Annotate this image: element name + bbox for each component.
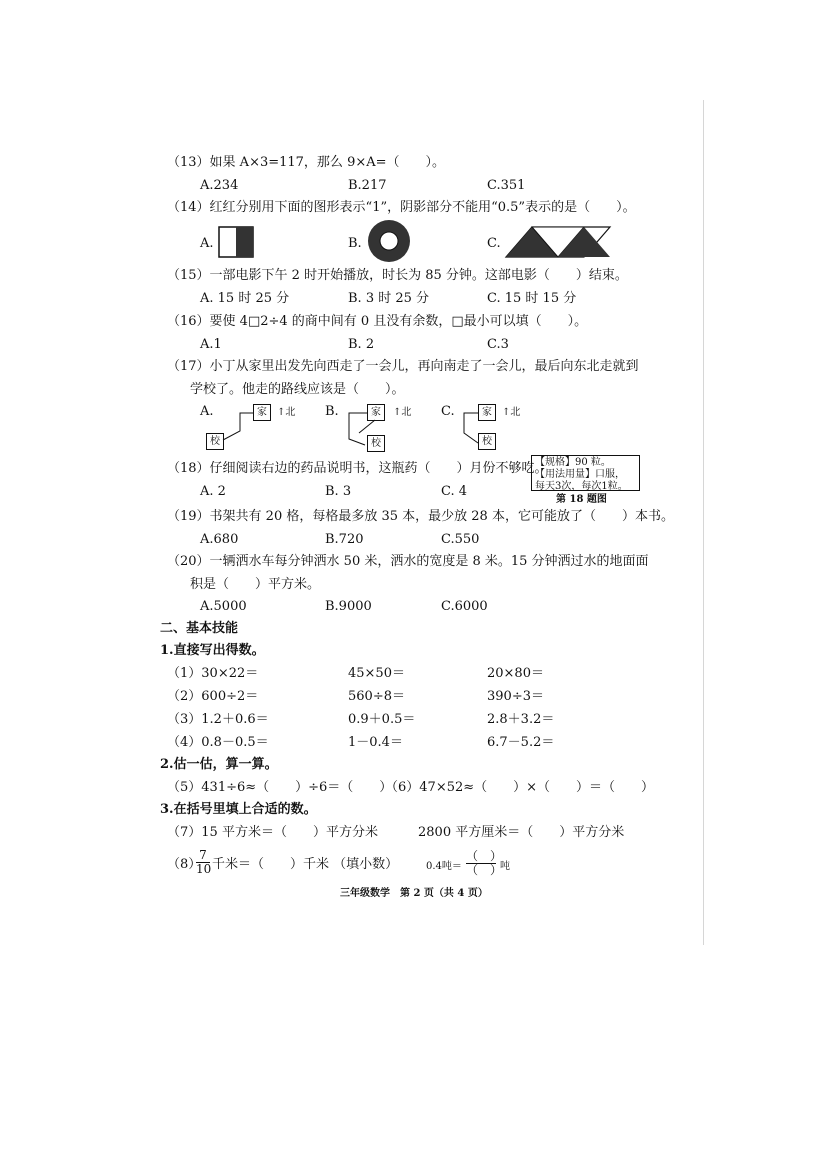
q18-figure-caption: 第 18 题图	[556, 494, 607, 505]
q19-option-a: A.680	[200, 532, 239, 547]
q18-option-c: C. 4	[441, 484, 468, 499]
part2-title: 2.估一估，算一算。	[160, 757, 278, 772]
route-c-diagram	[460, 403, 560, 453]
medicine-instruction-box	[531, 455, 640, 491]
route-b-home-box: 家	[367, 404, 385, 421]
calc-1-3: 20×80＝	[487, 666, 544, 681]
route-a-home-box: 家	[253, 404, 271, 421]
fraction-numerator: 7	[199, 848, 207, 862]
q15-option-b: B. 3 时 25 分	[348, 291, 430, 306]
q17-option-a: A.	[200, 404, 214, 419]
q19-stem: （19）书架共有 20 格，每格最多放 35 本，最少放 28 本，它可能放了（ ）本书。	[167, 509, 674, 524]
fill-q8-rest: 千米＝（ ）千米 （填小数）	[212, 857, 399, 872]
q17-option-c: C.	[441, 404, 455, 419]
q16-option-c: C.3	[487, 337, 509, 352]
q19-option-c: C.550	[441, 532, 480, 547]
q20-option-a: A.5000	[200, 599, 247, 614]
fill-q8b-prefix: 0.4吨＝	[426, 861, 462, 872]
calc-1-1: （1）30×22＝	[167, 666, 259, 681]
half-shaded-rectangle-figure	[218, 226, 254, 258]
section-2-heading: 二、基本技能	[160, 621, 239, 636]
medicine-spec: 【规格】90 粒。	[535, 457, 611, 468]
q18-option-b: B. 3	[325, 484, 352, 499]
q16-stem: （16）要使 4□2÷4 的商中间有 0 且没有余数，□最小可以填（ ）。	[167, 314, 588, 329]
q17-option-b: B.	[325, 404, 339, 419]
route-c-north-label: 北	[510, 407, 521, 418]
route-b-north-arrow: ↑北	[393, 407, 412, 418]
q14-option-b: B.	[348, 236, 362, 251]
fraction-blank-numerator: （ ）	[466, 849, 503, 863]
route-c-home-box: 家	[478, 404, 496, 421]
q18-stem: （18）仔细阅读右边的药品说明书，这瓶药（ ）月份不够吃。	[167, 461, 548, 476]
fill-q8b-unit: 吨	[500, 861, 510, 872]
q17-stem-line2: 学校了。他走的路线应该是（ ）。	[190, 382, 405, 397]
fill-q7b: 2800 平方厘米＝（ ）平方分米	[418, 825, 625, 840]
route-b-school-box: 校	[367, 435, 385, 452]
q18-option-a: A. 2	[200, 484, 226, 499]
ring-figure	[366, 218, 412, 264]
route-a-school-box: 校	[206, 433, 224, 450]
part1-title: 1.直接写出得数。	[160, 643, 265, 658]
q16-option-b: B. 2	[348, 337, 375, 352]
fraction-denominator: 10	[196, 862, 212, 876]
medicine-dosage: 每天3次，每次1粒。	[535, 481, 628, 492]
part3-title: 3.在括号里填上合适的数。	[160, 802, 317, 817]
medicine-usage: 【用法用量】口服，	[535, 469, 625, 480]
calc-3-3: 2.8＋3.2＝	[487, 712, 555, 727]
calc-2-2: 560÷8＝	[348, 689, 405, 704]
fill-q7a: （7）15 平方米＝（ ）平方分米	[167, 825, 378, 840]
route-a-north-arrow: ↑北	[277, 407, 296, 418]
fraction-7-10	[196, 849, 210, 876]
calc-3-1: （3）1.2＋0.6＝	[167, 712, 269, 727]
q20-option-b: B.9000	[325, 599, 372, 614]
q15-option-a: A. 15 时 25 分	[200, 291, 290, 306]
q15-stem: （15）一部电影下午 2 时开始播放，时长为 85 分钟。这部电影（ ）结束。	[167, 268, 628, 283]
q13-option-b: B.217	[348, 178, 387, 193]
calc-1-2: 45×50＝	[348, 666, 405, 681]
route-c-north-arrow: ↑北	[502, 407, 521, 418]
q20-stem-line2: 积是（ ）平方米。	[190, 577, 321, 592]
q13-option-c: C.351	[487, 178, 526, 193]
q20-stem-line1: （20）一辆洒水车每分钟洒水 50 米，洒水的宽度是 8 米。15 分钟洒过水的地面面	[167, 554, 649, 569]
q16-option-a: A.1	[200, 337, 222, 352]
q19-option-b: B.720	[325, 532, 364, 547]
fill-q8-prefix: （8）	[167, 857, 202, 872]
q14-stem: （14）红红分别用下面的图形表示“1”，阴影部分不能用“0.5”表示的是（ ）。	[167, 200, 636, 215]
calc-4-2: 1－0.4＝	[348, 735, 403, 750]
route-b-diagram	[345, 403, 445, 453]
route-b-north-label: 北	[401, 407, 412, 418]
fraction-blank	[466, 849, 503, 877]
q15-option-c: C. 15 时 15 分	[487, 291, 577, 306]
estimate-q5: （5）431÷6≈（ ）÷6＝（ ）	[167, 780, 393, 795]
calc-4-3: 6.7－5.2＝	[487, 735, 555, 750]
route-a-north-label: 北	[285, 407, 296, 418]
calc-3-2: 0.9＋0.5＝	[348, 712, 416, 727]
route-c-school-box: 校	[478, 433, 496, 450]
q17-stem-line1: （17）小丁从家里出发先向西走了一会儿，再向南走了一会儿，最后向东北走就到	[167, 359, 639, 374]
page-edge-line	[703, 100, 704, 945]
q20-option-c: C.6000	[441, 599, 488, 614]
page-footer: 三年级数学 第 2 页（共 4 页）	[340, 888, 488, 899]
calc-2-1: （2）600÷2＝	[167, 689, 259, 704]
q14-option-c: C.	[487, 236, 501, 251]
calc-2-3: 390÷3＝	[487, 689, 544, 704]
q13-option-a: A.234	[200, 178, 239, 193]
parallelogram-triangles-figure	[504, 226, 612, 258]
route-a-diagram	[205, 403, 305, 453]
calc-4-1: （4）0.8－0.5＝	[167, 735, 269, 750]
fraction-blank-denominator: （ ）	[466, 863, 503, 877]
q13-stem: （13）如果 A×3=117，那么 9×A=（ ）。	[167, 155, 446, 170]
q14-option-a: A.	[200, 236, 214, 251]
estimate-q6: （6）47×52≈（ ）×（ ）＝（ ）	[385, 780, 655, 795]
